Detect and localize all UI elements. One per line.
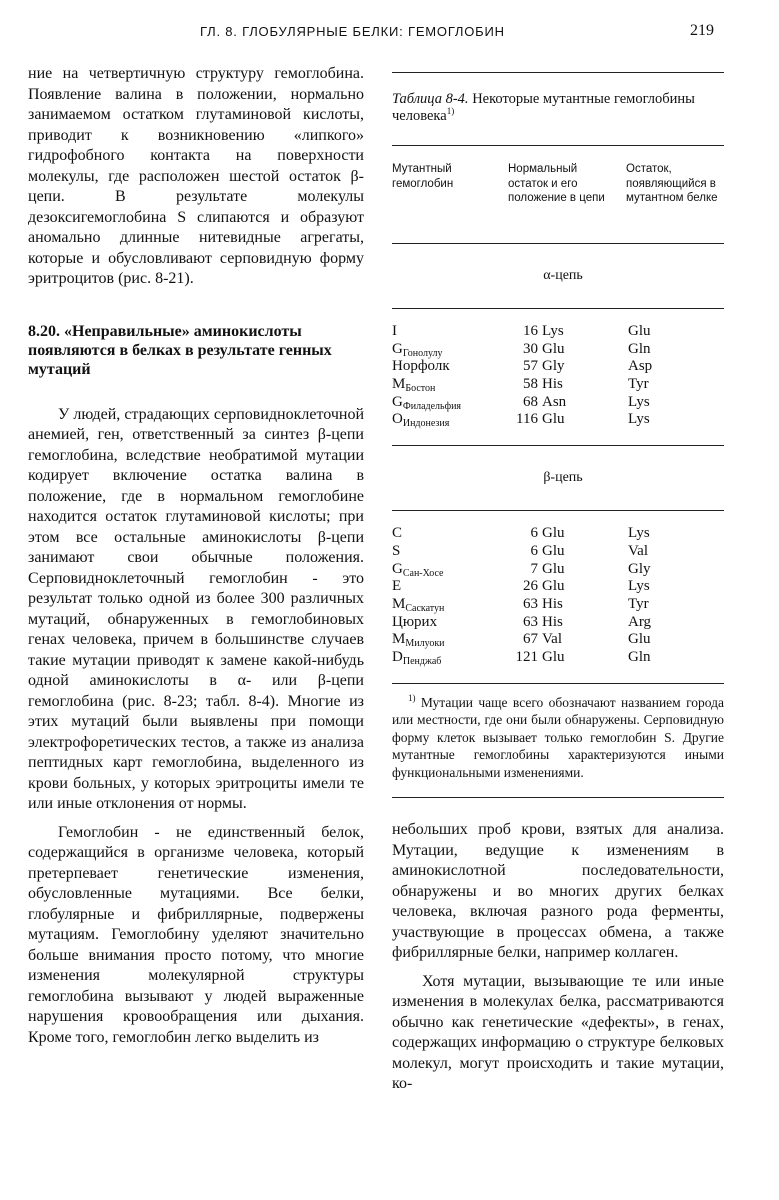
mutant-residue: Arg (628, 613, 652, 630)
section-heading: 8.20. «Неправильные» аминокислоты появляются в белках в результате генных мутаций (28, 322, 332, 378)
table-header (392, 146, 724, 243)
mutant-residue: Lys (628, 525, 650, 542)
mutant-location: Индонезия (402, 418, 450, 430)
mutant-letter: Цюрих (392, 613, 438, 630)
mutant-letter: M (392, 376, 406, 393)
table-footnote (392, 684, 724, 798)
footnote-text: Мутации чаще всего обозначают названием города или местности, где они были обнаружены. Серповидную форму клеток вызывает только гемоглобин S. Другие мутантные гемоглобины характеризуются иными функциональными изменениями. (392, 694, 725, 780)
mutant-residue: Asp (628, 358, 653, 375)
mutant-letter: C (392, 525, 403, 542)
paragraph-continued: ние на четвертичную структуру гемоглобина. Появление валина в положении, нормально занимаемом остатком глутаминовой кислоты, приводит к возникновению «липкого» гидрофобного контакта на поверхности молекулы, где расположен шестой остаток β-цепи. В результате молекулы дезоксигемоглобина S слипаются и образуют аномально длинные нитевидные агрегаты, которые и обусловливают серповидную форму эритроцитов (рис. 8-21). (28, 65, 364, 287)
mutant-location: Филадельфия (402, 400, 462, 412)
mutant-letter: I (392, 323, 397, 339)
left-column (28, 64, 364, 1048)
table-row (392, 341, 724, 359)
table-row (392, 596, 724, 614)
normal-residue: His (542, 595, 563, 612)
mutant-location: Гонолулу (402, 347, 443, 359)
mutant-name (392, 543, 400, 561)
paragraph: У людей, страдающих серповидноклеточной анемией, ген, ответственный за синтез β-цепи гемоглобина, вследствие необратимой мутации кодирует включение остатка валина в положение, где в нормальном гемоглобине находится остаток глутаминовой кислоты; при этом все остальные аминокислоты β-цепи занимают свои обычные положения. Серповидноклеточный гемоглобин - это результат только одной из более 300 различных мутаций, обнаруженных в гемоглобиновых генах человека, причем в большинстве случаев такие мутации приводят к замене какой-нибудь одной аминокислоты в α- или β-цепи гемоглобина (рис. 8-23; табл. 8-4). Многие из этих мутаций были выявлены при помощи электрофоретических тестов, а также из анализа пептидных карт гемоглобина, выделенного из крови больных, у которых эритроциты имели те или иные отклонения от нормы. (28, 405, 364, 812)
mutant-location: Милуоки (405, 638, 445, 650)
mutant-name (392, 323, 397, 341)
paragraph-continued: небольших проб крови, взятых для анализа. Мутации, ведущие к изменениям в аминокислотной последовательности, обнаружены и во многих других белках человека, включая разного рода ферменты, участвующие в процессах обмена, а также фибриллярные белки, например коллаген. (392, 821, 724, 962)
mutant-letter: M (392, 595, 406, 612)
normal-residue: Glu (542, 560, 565, 577)
mutant-name (392, 561, 443, 579)
mutant-residue: Gly (628, 560, 651, 577)
residue-position: 57 (523, 358, 538, 375)
right-column-text (392, 820, 724, 1095)
residue-position: 6 (530, 525, 538, 542)
table-caption (392, 91, 724, 125)
column-header-mutant: Мутантный гемоглобин (392, 163, 454, 190)
normal-residue: Lys (542, 323, 564, 339)
table-row (392, 561, 724, 579)
table-row (392, 649, 724, 667)
beta-chain-label: β-цепь (543, 470, 583, 486)
mutant-residue: Lys (628, 411, 650, 428)
mutant-residue: Val (628, 542, 648, 559)
residue-position: 26 (523, 578, 538, 595)
table-row (392, 376, 724, 394)
normal-residue: Glu (542, 648, 565, 665)
normal-residue: Val (542, 631, 562, 648)
mutant-residue: Tyr (628, 376, 649, 393)
residue-position: 63 (523, 595, 538, 612)
paragraph: Гемоглобин - не единственный белок, содержащийся в организме человека, который претерпевает генетические изменения, обусловленные мутациями. Все белки, глобулярные и фибриллярные, подвержены мутациям. Гемоглобину уделяют значительно больше внимания просто потому, что многие изменения молекулярной структуры гемоглобина вызывают у людей выраженные нарушения кровообращения или дыхания. Кроме того, гемоглобин легко выделить из (28, 823, 364, 1046)
normal-residue: His (542, 613, 563, 630)
table-caption-footnote-mark: 1) (446, 106, 455, 117)
table-row (392, 578, 724, 596)
residue-position: 68 (523, 393, 538, 410)
mutant-name (392, 614, 437, 632)
mutant-residue: Tyr (628, 595, 649, 612)
residue-position: 63 (523, 613, 538, 630)
table-row (392, 394, 724, 412)
residue-position: 30 (523, 340, 538, 357)
normal-residue: Glu (542, 525, 565, 542)
mutant-name (392, 578, 401, 596)
column-header-substituted: Остаток, появляющийся в мутантном белке (626, 163, 718, 204)
mutant-name (392, 394, 461, 412)
table-caption-label: Таблица 8-4. (392, 91, 469, 107)
normal-residue: Asn (542, 393, 567, 410)
table-row (392, 411, 724, 429)
table-top-rule (392, 72, 724, 73)
mutant-letter: S (392, 542, 401, 559)
mutant-residue: Lys (628, 393, 650, 410)
table-row (392, 631, 724, 649)
mutant-name (392, 596, 444, 614)
mutant-letter: Норфолк (392, 358, 450, 375)
residue-position: 58 (523, 376, 538, 393)
residue-position: 7 (530, 560, 538, 577)
beta-chain-rows (392, 511, 724, 683)
mutant-name (392, 376, 435, 394)
alpha-chain-rows (392, 309, 724, 445)
normal-residue: Glu (542, 411, 565, 428)
running-header: ГЛ. 8. ГЛОБУЛЯРНЫЕ БЕЛКИ: ГЕМОГЛОБИН (200, 24, 505, 39)
column-header-normal: Нормальный остаток и его положение в цепи (508, 163, 605, 204)
mutant-residue: Lys (628, 578, 650, 595)
mutant-letter: O (392, 411, 403, 428)
normal-residue: Gly (542, 358, 565, 375)
table-row (392, 358, 724, 376)
mutant-letter: G (392, 393, 403, 410)
mutant-location: Саскатун (405, 602, 445, 614)
normal-residue: Glu (542, 340, 565, 357)
table-row (392, 323, 724, 341)
residue-position: 121 (515, 648, 538, 665)
footnote-bottom-rule (392, 797, 724, 798)
residue-position: 16 (523, 323, 538, 339)
mutant-letter: D (392, 648, 403, 665)
mutant-location: Сан-Хосе (402, 567, 444, 579)
mutant-residue: Glu (628, 323, 651, 339)
mutant-letter: G (392, 560, 403, 577)
mutant-name (392, 631, 445, 649)
mutant-letter: M (392, 631, 406, 648)
normal-residue: His (542, 376, 563, 393)
residue-position: 6 (530, 542, 538, 559)
mutant-location: Пенджаб (402, 655, 442, 667)
mutant-letter: E (392, 578, 402, 595)
mutant-name (392, 411, 449, 429)
residue-position: 67 (523, 631, 538, 648)
mutant-residue: Gln (628, 340, 651, 357)
mutant-residue: Glu (628, 631, 651, 648)
residue-position: 116 (516, 411, 538, 428)
normal-residue: Glu (542, 578, 565, 595)
normal-residue: Glu (542, 542, 565, 559)
table-caption-text: Некоторые мутантные гемоглобины человека (392, 91, 695, 124)
mutant-letter: G (392, 340, 403, 357)
mutant-name (392, 525, 402, 543)
mutant-location: Бостон (405, 383, 436, 395)
alpha-chain-label: α-цепь (543, 268, 583, 283)
table-row (392, 614, 724, 632)
table-row (392, 543, 724, 561)
mutant-residue: Gln (628, 648, 651, 665)
right-column (392, 64, 724, 1095)
footnote-mark: 1) (408, 693, 416, 704)
mutant-name (392, 358, 450, 376)
mutant-name (392, 649, 441, 667)
mutant-name (392, 341, 443, 359)
paragraph: Хотя мутации, вызывающие те или иные изменения в молекулах белка, рассматриваются обычно как генетические «дефекты», в генах, содержащих информацию о структуре белковых молекул, могут происходить и такие мутации, ко- (392, 972, 724, 1093)
page-number: 219 (690, 22, 714, 39)
table-row (392, 525, 724, 543)
